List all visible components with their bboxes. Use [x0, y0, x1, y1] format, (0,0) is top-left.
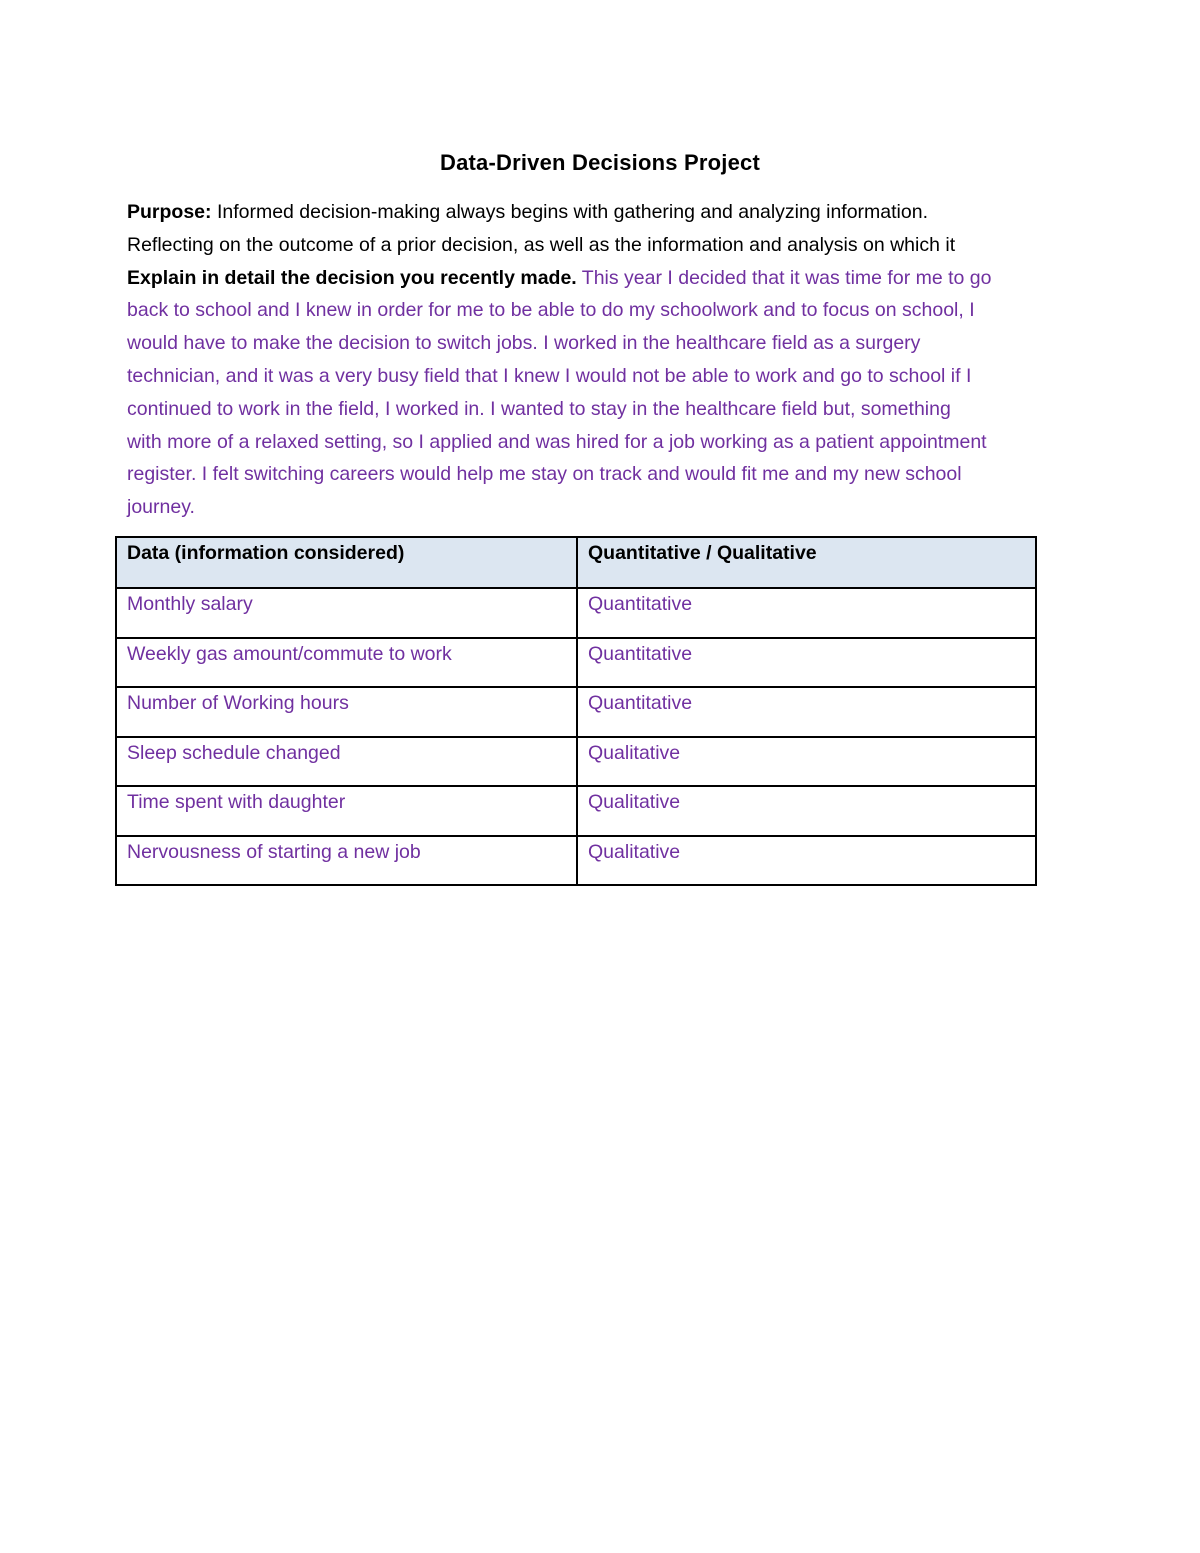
- answer-line: back to school and I knew in order for me to be able to do my schoolwork and to focus on school, I: [127, 299, 975, 322]
- header-type: Quantitative / Qualitative: [577, 537, 1036, 588]
- data-cell: Nervousness of starting a new job: [116, 836, 577, 886]
- purpose-line: [127, 196, 1095, 229]
- purpose-text: Informed decision-making always begins with gathering and analyzing information.: [216, 201, 928, 223]
- type-cell: Quantitative: [577, 588, 1036, 638]
- table-row: [116, 638, 1036, 688]
- type-cell: Quantitative: [577, 638, 1036, 688]
- document-body: [127, 196, 1095, 524]
- type-cell: Qualitative: [577, 836, 1036, 886]
- table-row: [116, 737, 1036, 787]
- data-cell: Monthly salary: [116, 588, 577, 638]
- data-table: [115, 536, 1037, 886]
- answer-line: with more of a relaxed setting, so I applied and was hired for a job working as a patient appointment: [127, 430, 987, 453]
- table-row: [116, 836, 1036, 886]
- type-cell: Qualitative: [577, 737, 1036, 787]
- reflecting-line: Reflecting on the outcome of a prior decision, as well as the information and analysis on which it: [127, 233, 956, 256]
- answer-line: would have to make the decision to switch jobs. I worked in the healthcare field as a surgery: [127, 332, 921, 355]
- data-cell: Time spent with daughter: [116, 786, 577, 836]
- answer-line: journey.: [127, 496, 195, 519]
- table-row: [116, 786, 1036, 836]
- header-data: Data (information considered): [116, 537, 577, 588]
- answer-line: continued to work in the field, I worked in. I wanted to stay in the healthcare field but, something: [127, 397, 951, 420]
- page-title: Data-Driven Decisions Project: [439, 150, 761, 175]
- table-row: [116, 588, 1036, 638]
- data-cell: Sleep schedule changed: [116, 737, 577, 787]
- table-header-row: [116, 537, 1036, 588]
- explain-line: [127, 262, 1095, 295]
- purpose-label: Purpose:: [127, 201, 212, 223]
- explain-label: Explain in detail the decision you recently made.: [127, 266, 577, 289]
- data-cell: Weekly gas amount/commute to work: [116, 638, 577, 688]
- answer-line: register. I felt switching careers would help me stay on track and would fit me and my new school: [127, 463, 962, 486]
- answer-line: This year I decided that it was time for me to go: [581, 266, 992, 289]
- data-cell: Number of Working hours: [116, 687, 577, 737]
- type-cell: Quantitative: [577, 687, 1036, 737]
- type-cell: Qualitative: [577, 786, 1036, 836]
- table-row: [116, 687, 1036, 737]
- answer-line: technician, and it was a very busy field that I knew I would not be able to work and go to school if I: [127, 364, 972, 387]
